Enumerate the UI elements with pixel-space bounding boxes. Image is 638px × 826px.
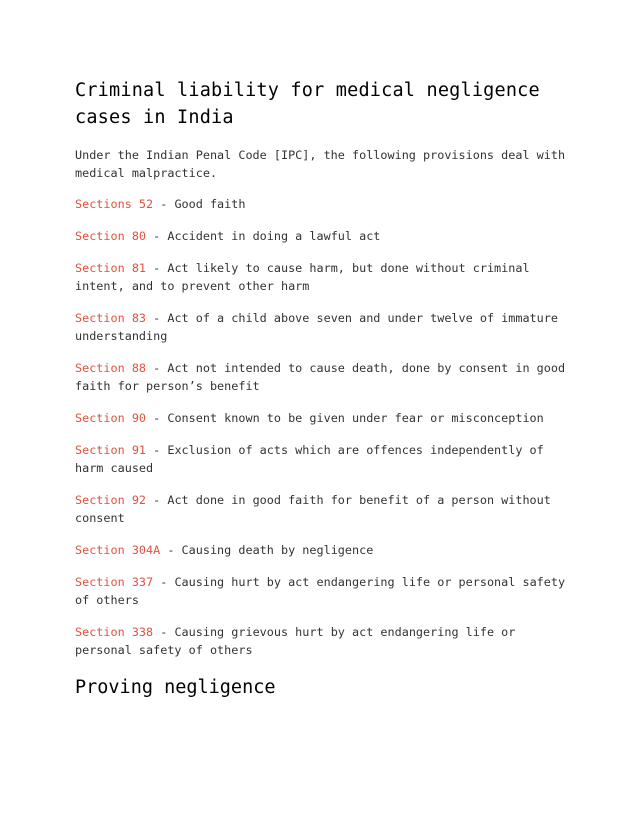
section-item <box>75 227 570 245</box>
section-item <box>75 309 570 345</box>
intro-paragraph: Under the Indian Penal Code [IPC], the following provisions deal with medical malpractice. <box>75 148 566 180</box>
section-ref: Section 91 <box>75 443 147 457</box>
section-item <box>75 195 570 213</box>
section-ref: Section 338 <box>75 625 154 639</box>
section-text: - Exclusion of acts which are offences independently of harm caused <box>75 443 544 475</box>
section-ref: Sections 52 <box>75 197 154 211</box>
section-text: - Act of a child above seven and under twelve of immature understanding <box>75 311 558 343</box>
section-item <box>75 259 570 295</box>
section-text: - Consent known to be given under fear or misconception <box>146 411 544 425</box>
section-ref: Section 92 <box>75 493 147 507</box>
section-text: - Act not intended to cause death, done by consent in good faith for person’s benefit <box>75 361 566 393</box>
section-ref: Section 88 <box>75 361 147 375</box>
section-ref: Section 90 <box>75 411 147 425</box>
section-text: - Causing grievous hurt by act endangering life or personal safety of others <box>75 625 516 657</box>
section-item <box>75 573 570 609</box>
subheading: Proving negligence <box>75 677 276 698</box>
section-text: - Causing death by negligence <box>160 543 374 557</box>
section-ref: Section 304A <box>75 543 161 557</box>
section-item <box>75 359 570 395</box>
section-item <box>75 491 570 527</box>
section-item <box>75 441 570 477</box>
section-ref: Section 81 <box>75 261 147 275</box>
section-item <box>75 623 570 659</box>
section-ref: Section 337 <box>75 575 154 589</box>
section-item <box>75 409 570 427</box>
section-ref: Section 83 <box>75 311 147 325</box>
section-text: - Act done in good faith for benefit of a person without consent <box>75 493 551 525</box>
section-text: - Good faith <box>153 197 246 211</box>
page-title: Criminal liability for medical negligence cases in India <box>75 80 540 128</box>
section-text: - Accident in doing a lawful act <box>146 229 381 243</box>
section-text: - Act likely to cause harm, but done without criminal intent, and to prevent other harm <box>75 261 530 293</box>
section-list <box>75 195 570 659</box>
section-ref: Section 80 <box>75 229 147 243</box>
document-page <box>75 77 570 673</box>
section-item <box>75 541 570 559</box>
section-text: - Causing hurt by act endangering life or personal safety of others <box>75 575 566 607</box>
